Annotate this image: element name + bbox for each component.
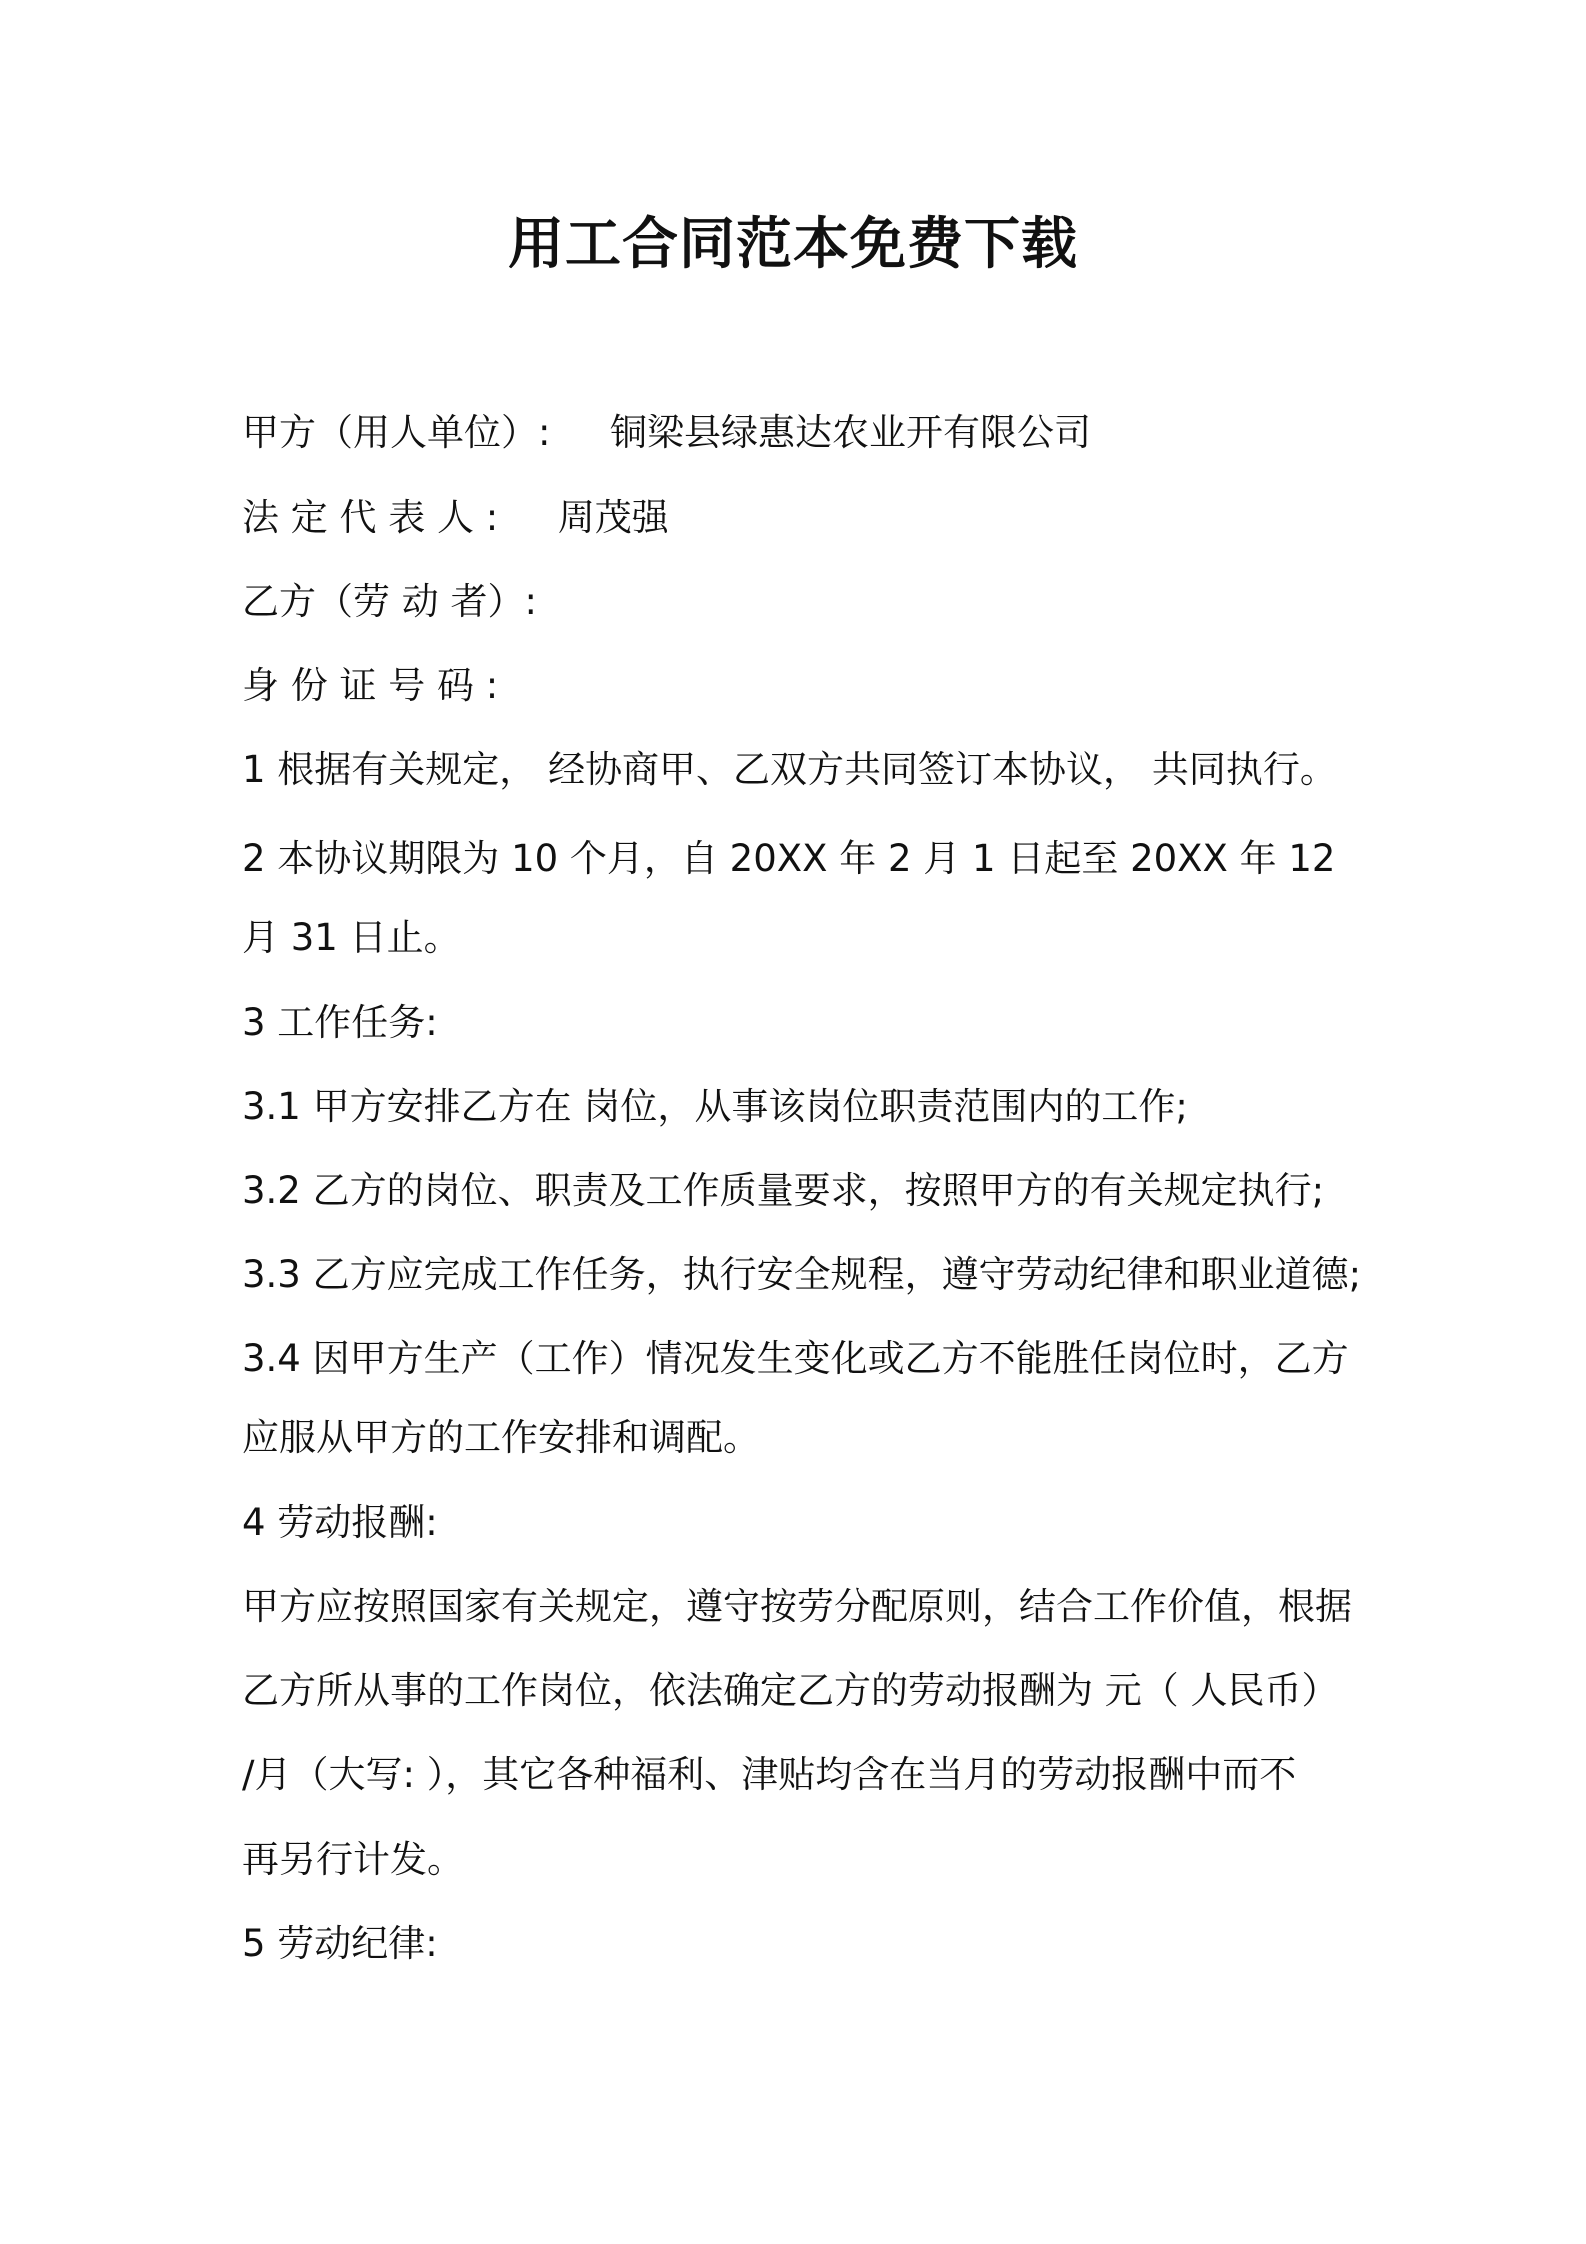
clause-4-heading: 4 劳动报酬: [242, 1501, 438, 1544]
party-a-label: 甲方（用人单位）: [242, 411, 551, 454]
clause-3-4-continued: 应服从甲方的工作安排和调配。 [242, 1416, 760, 1459]
clause-3-heading: 3 工作任务: [242, 1001, 438, 1044]
document-title: 用工合同范本免费下载 [508, 212, 1078, 277]
clause-4-text-4: 再另行计发。 [242, 1838, 464, 1881]
clause-2-continued: 月 31 日止。 [242, 916, 461, 959]
clause-4-text-2: 乙方所从事的工作岗位，依法确定乙方的劳动报酬为 元（ 人民币） [242, 1669, 1339, 1712]
id-number-label: 身 份 证 号 码 : [242, 664, 499, 707]
clause-3-4: 3.4 因甲方生产（工作）情况发生变化或乙方不能胜任岗位时，乙方 [242, 1337, 1349, 1380]
party-b-line [242, 574, 537, 630]
legal-rep-value: 周茂强 [557, 496, 669, 539]
clause-5-heading: 5 劳动纪律: [242, 1922, 438, 1965]
clause-4-text-1: 甲方应按照国家有关规定，遵守按劳分配原则，结合工作价值，根据 [242, 1585, 1352, 1628]
party-a-value: 铜梁县绿惠达农业开有限公司 [610, 411, 1091, 454]
clause-1: 1 根据有关规定， 经协商甲、乙双方共同签订本协议， 共同执行。 [242, 748, 1337, 791]
clause-2: 2 本协议期限为 10 个月，自 20XX 年 2 月 1 日起至 20XX 年 12 [242, 837, 1336, 880]
clause-4-text-3: /月（大写: ），其它各种福利、津贴均含在当月的劳动报酬中而不 [242, 1753, 1297, 1796]
clause-3-2: 3.2 乙方的岗位、职责及工作质量要求，按照甲方的有关规定执行; [242, 1169, 1325, 1212]
legal-rep-line [242, 490, 669, 546]
clause-3-3: 3.3 乙方应完成工作任务，执行安全规程，遵守劳动纪律和职业道德; [242, 1253, 1362, 1296]
id-number-line [242, 658, 498, 714]
legal-rep-label: 法 定 代 表 人 : [242, 496, 499, 539]
clause-3-1: 3.1 甲方安排乙方在 岗位，从事该岗位职责范围内的工作; [242, 1085, 1188, 1128]
party-a-line [242, 405, 1091, 461]
party-b-label: 乙方（劳 动 者）: [242, 580, 537, 623]
